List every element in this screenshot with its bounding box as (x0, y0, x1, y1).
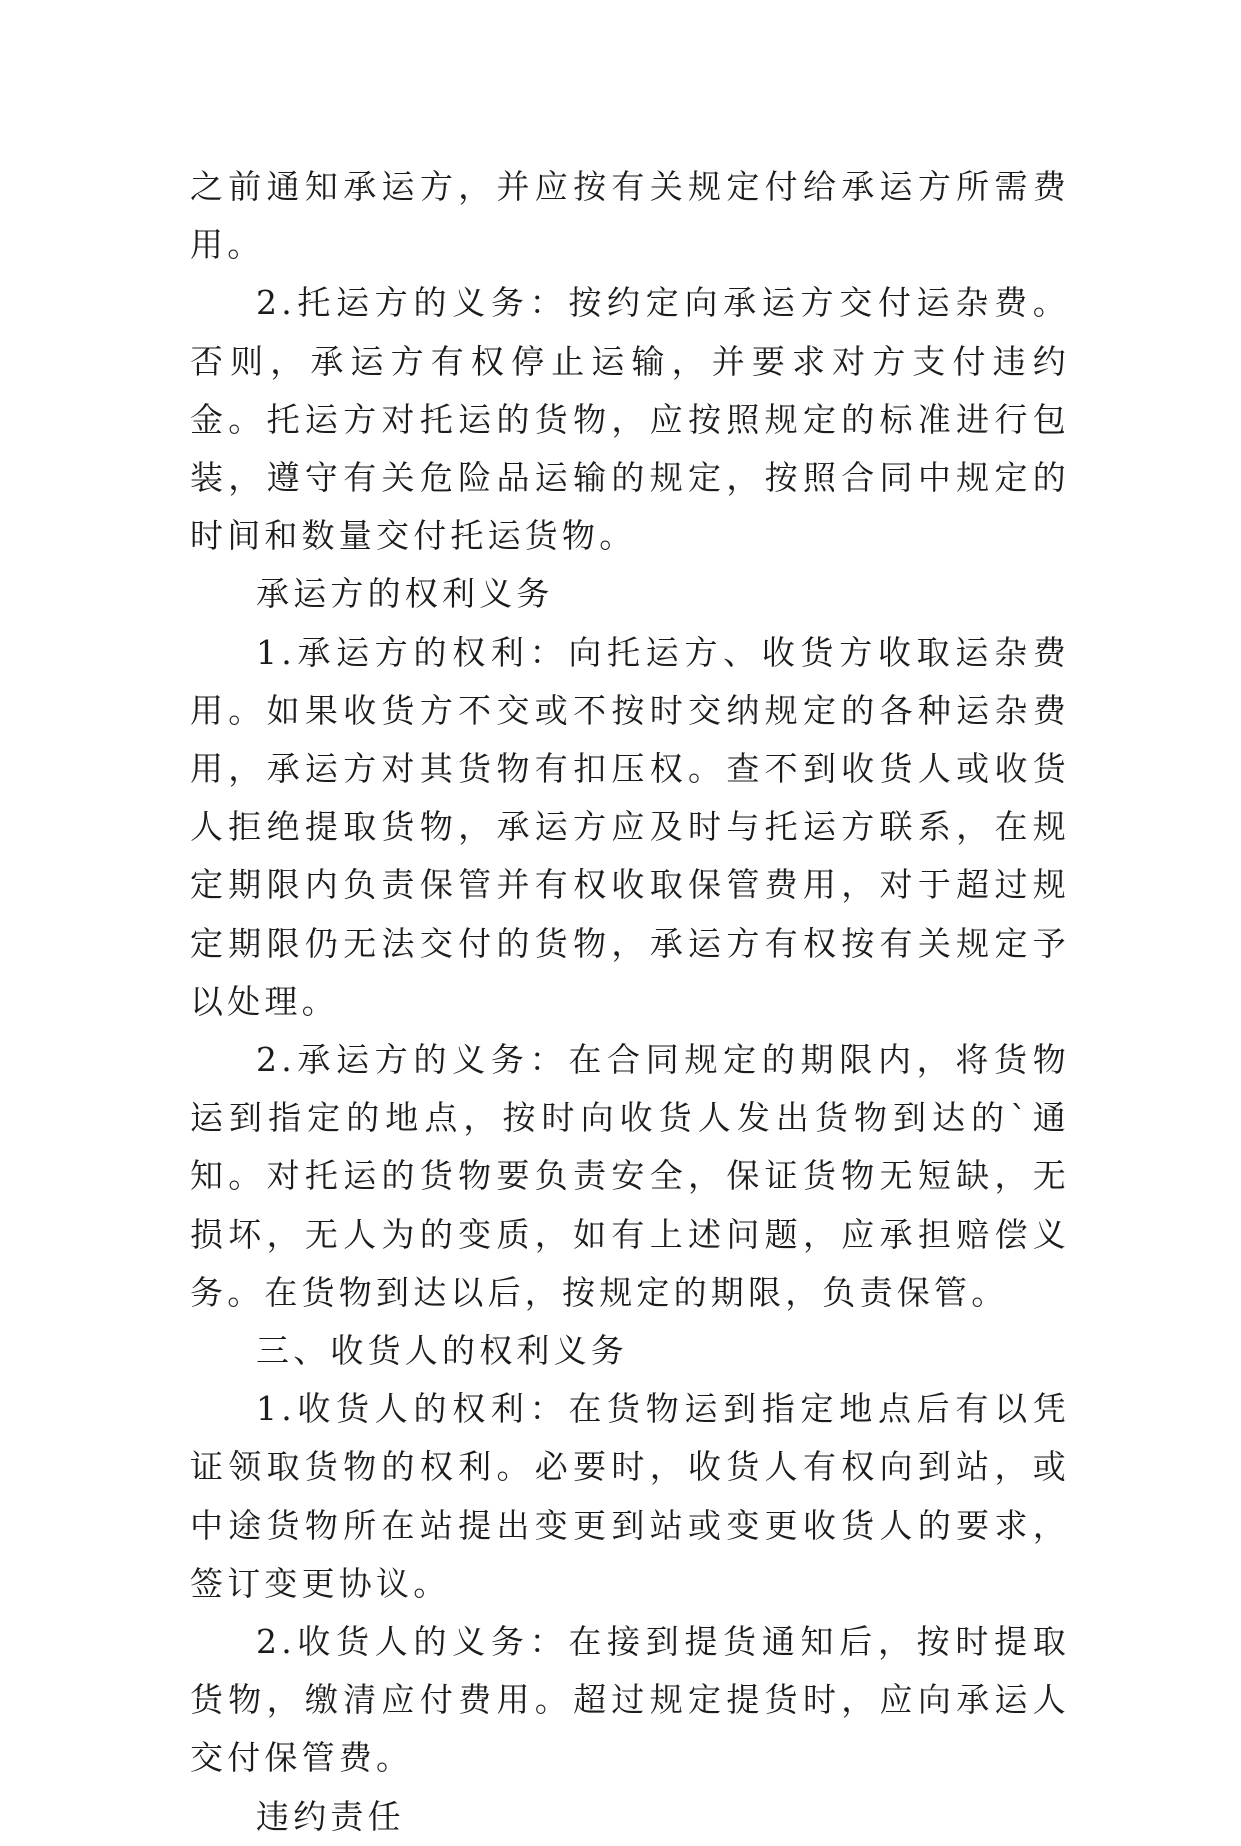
section-heading-carrier: 承运方的权利义务 (256, 574, 554, 614)
paragraph-shipper-obligations: 2.托运方的义务：按约定向承运方交付运杂费。否则，承运方有权停止运输，并要求对方支付违约金。托运方对托运的货物，应按照规定的标准进行包装，遵守有关危险品运输的规定，按照合同中规定的时间和数量交付托运货物。 (190, 283, 1070, 556)
paragraph-carrier-rights: 1.承运方的权利：向托运方、收货方收取运杂费用。如果收货方不交或不按时交纳规定的各种运杂费用，承运方对其货物有扣压权。查不到收货人或收货人拒绝提取货物，承运方应及时与托运方联系，在规定期限内负责保管并有权收取保管费用，对于超过规定期限仍无法交付的货物，承运方有权按有关规定予以处理。 (190, 632, 1070, 1021)
section-heading-liability: 违约责任 (256, 1796, 405, 1836)
paragraph-carrier-obligations: 2.承运方的义务：在合同规定的期限内，将货物运到指定的地点，按时向收货人发出货物到达的`通知。对托运的货物要负责安全，保证货物无短缺，无损坏，无人为的变质，如有上述问题，应承担赔偿义务。在货物到达以后，按规定的期限，负责保管。 (190, 1040, 1070, 1312)
paragraph-consignee-rights: 1.收货人的权利：在货物运到指定地点后有以凭证领取货物的权利。必要时，收货人有权向到站，或中途货物所在站提出变更到站或变更收货人的要求，签订变更协议。 (190, 1389, 1070, 1603)
document-body (190, 158, 1070, 1846)
section-heading-consignee: 三、收货人的权利义务 (256, 1331, 628, 1371)
paragraph-consignee-obligations: 2.收货人的义务：在接到提货通知后，按时提取货物，缴清应付费用。超过规定提货时，应向承运人交付保管费。 (190, 1622, 1070, 1778)
paragraph-continuation: 之前通知承运方，并应按有关规定付给承运方所需费用。 (190, 167, 1070, 265)
